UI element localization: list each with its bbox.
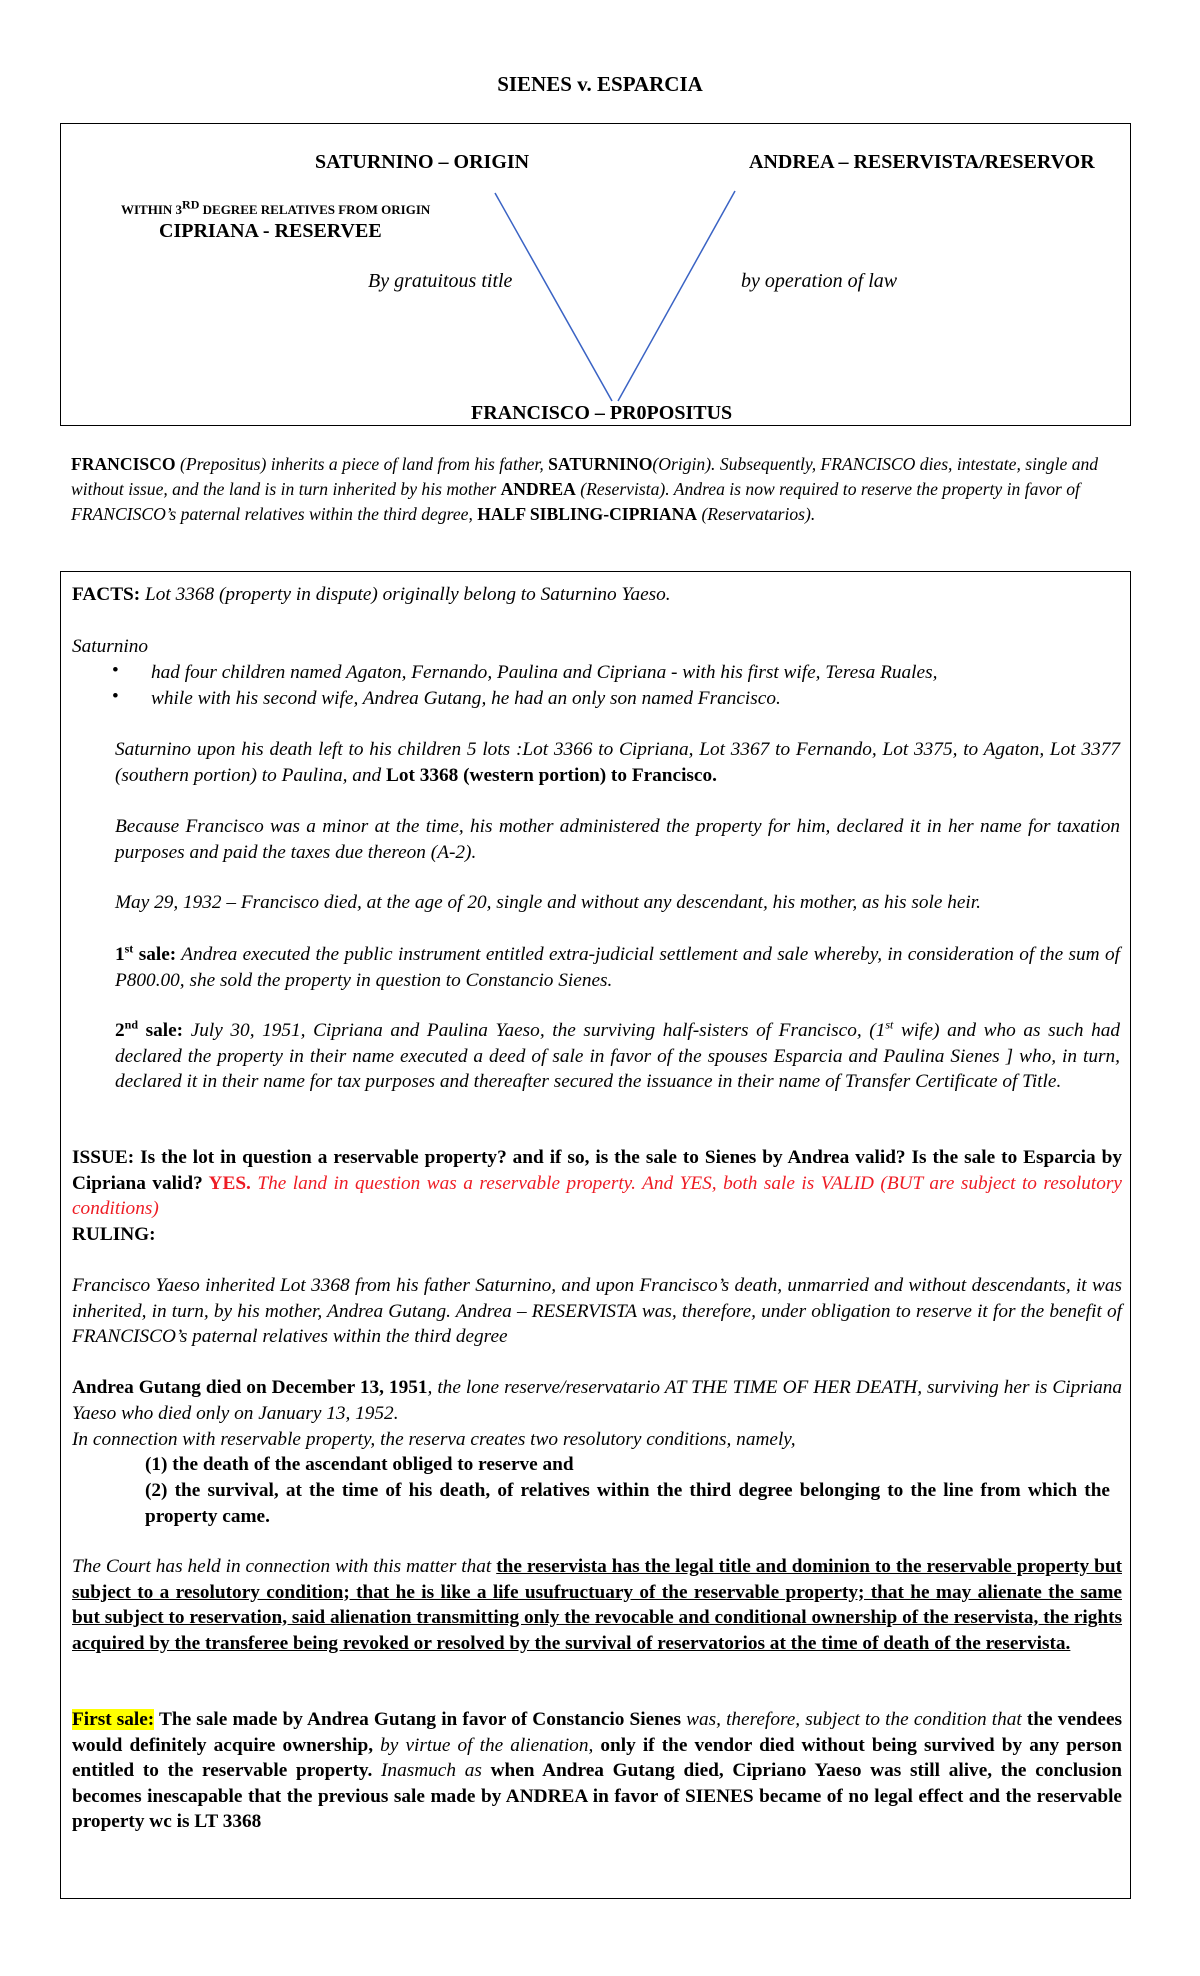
condition-2-text: (2) the survival, at the time of his death, of relatives within the third degree belonging to the line from which the property came. [145,1480,1110,1527]
issue-answer: The land in question was a reservable property. And YES, both sale is VALID (BUT are subject to resolutory conditions) [72,1172,1122,1219]
origin-label: SATURNINO – ORIGIN [315,151,530,173]
first-sale-italic-2: by virtue of the alienation, [373,1734,594,1756]
first-sale-italic-1: was, therefore, subject to the condition that [686,1709,1022,1730]
first-sale-paragraph [115,942,1120,993]
andrea-death-rest: , the lone reserve/reservatario AT THE TIME OF HER DEATH, surviving her is Cipriana Yaeso who died only on January 13, 1952. [72,1377,1122,1424]
second-sale-text-sup: st [885,1017,894,1032]
ruling-heading [72,1222,1122,1248]
summary-andrea: ANDREA [500,479,576,499]
saturnino-heading: Saturnino [72,636,149,657]
within-degree-label [121,197,431,218]
bullet-icon: • [112,660,119,681]
reservee-label: CIPRIANA - RESERVEE [159,220,382,242]
lots-text: Saturnino upon his death left to his children 5 lots :Lot 3366 to Cipriana, Lot 3367 to Fernando, Lot 3375, to Agaton, Lot 3377 (southern portion) to Paulina, and [115,739,1120,786]
bullet-icon: • [112,686,119,707]
issue-question: ISSUE: Is the lot in question a reservable property? and if so, is the sale to Sienes by Andrea valid? Is the sale to Esparcia by Cipriana valid? [72,1147,1122,1194]
ruling-label: RULING: [72,1224,156,1245]
facts-label: FACTS: [72,584,141,605]
first-sale-highlight: First sale: [72,1709,155,1730]
second-sale-label: sale: [138,1020,184,1041]
bullet-item: while with his second wife, Andrea Gutang, he had an only son named Francisco. [151,688,781,709]
second-sale-text-rest: wife) and who as such had declared the property in their name executed a deed of sale in favor of the spouses Esparcia and Paulina Sienes ] who, in turn, declared it in their name for tax purposes and thereafter secured the issuance in their name of Transfer Certificate of Title. [115,1020,1120,1092]
court-held-bold: the reservista has the legal title and dominion to the reservable property but subject to a resolutory condition; that he is like a life usufructuary of the reservable property; that he may alienate the same but subject to reservation, said alienation transmitting only the revocable and conditional ownership of the reservista, the rights acquired by the transferee being revoked or resolved by the survival of reservatorios at the time of death of the reservista. [72,1556,1122,1654]
first-sale-bold-3: only if the vendor died without being survived by any person entitled to the reservable property. [72,1734,1122,1781]
summary-half-sibling: HALF SIBLING-CIPRIANA [477,504,698,524]
case-digest-box [60,571,1131,1899]
second-sale-text: July 30, 1951, Cipriana and Paulina Yaeso, the surviving half-sisters of Francisco, (1 [183,1020,886,1041]
within-degree-text: WITHIN 3 [121,202,183,217]
first-sale-sup: st [124,941,134,956]
court-held-text: The Court has held in connection with this matter that [72,1556,497,1577]
ruling-paragraph-1: Francisco Yaeso inherited Lot 3368 from his father Saturnino, and upon Francisco’s death, unmarried and without descendants, it was inherited, in turn, by his mother, Andrea Gutang. Andrea – RESERVISTA was, therefore, under obligation to reserve it for the benefit of FRANCISCO’s paternal relatives within the third degree [72,1275,1122,1347]
summary-francisco: FRANCISCO [71,454,176,474]
condition-2 [145,1478,1110,1529]
prepositus-label: FRANCISCO – PR0POSITUS [471,402,733,424]
origin-line [495,193,612,401]
andrea-death-bold: Andrea Gutang died on December 13, 1951 [72,1377,428,1398]
second-sale-num: 2 [115,1020,125,1041]
second-sale-sup: nd [124,1017,138,1032]
first-sale-num: 1 [115,944,125,965]
death-paragraph: May 29, 1932 – Francisco died, at the age of 20, single and without any descendant, his mother, as his sole heir. [115,892,981,913]
first-sale-ruling-paragraph [72,1707,1122,1835]
reserva-diagram [60,123,1131,426]
summary-text-4: (Reservatarios). [697,504,816,524]
condition-1 [145,1452,1095,1478]
reservista-label: ANDREA – RESERVISTA/RESERVOR [749,151,1095,173]
first-sale-italic-3: Inasmuch as [372,1760,482,1781]
first-sale-text: Andrea executed the public instrument entitled extra-judicial settlement and sale whereby, in consideration of the sum of P800.00, she sold the property in question to Constancio Sienes. [115,944,1120,991]
ruling-paragraph-4 [72,1554,1122,1656]
condition-1-text: (1) the death of the ascendant obliged to reserve and [145,1454,574,1475]
first-sale-label: sale: [133,944,177,965]
first-sale-bold-2: the vendees would definitely acquire ownership, [72,1709,1123,1756]
summary-paragraph [71,452,1123,527]
within-degree-sup: RD [182,197,200,212]
second-sale-paragraph [115,1018,1120,1095]
gratuitous-title-label: By gratuitous title [368,270,513,292]
ruling-paragraph-2 [72,1375,1122,1426]
issue-paragraph [72,1145,1122,1222]
summary-text-3: (Reservista). Andrea is now required to reserve the property in favor of FRANCISCO’s paternal relatives within the third degree, [71,479,1080,524]
within-degree-text-rest: DEGREE RELATIVES FROM ORIGIN [199,202,431,217]
first-sale-bold-1: The sale made by Andrea Gutang in favor of Constancio Sienes [154,1709,687,1730]
lots-paragraph [115,737,1120,788]
minor-paragraph: Because Francisco was a minor at the time, his mother administered the property for him, declared it in her name for taxation purposes and paid the taxes due thereon (A-2). [115,816,1120,863]
summary-text-1: (Prepositus) inherits a piece of land from his father, [175,454,549,474]
facts-intro: Lot 3368 (property in dispute) originally belong to Saturnino Yaeso. [140,584,671,605]
lots-bold: Lot 3368 (western portion) to Francisco. [386,764,717,786]
summary-text-2: (Origin). Subsequently, FRANCISCO dies, intestate, single and without issue, and the land is in turn inherited by his mother [71,454,1099,499]
reservista-line [618,191,735,401]
issue-yes: YES. [202,1172,251,1194]
summary-saturnino: SATURNINO [548,454,653,474]
operation-of-law-label: by operation of law [741,270,898,292]
ruling-paragraph-3: In connection with reservable property, the reserva creates two resolutory conditions, namely, [72,1429,796,1450]
first-sale-bold-4: when Andrea Gutang died, Cipriano Yaeso was still alive, the conclusion becomes inescapable that the previous sale made by ANDREA in favor of SIENES became of no legal effect and the reservable property wc is LT 3368 [72,1760,1122,1832]
page-title: SIENES v. ESPARCIA [497,72,703,96]
bullet-item: had four children named Agaton, Fernando, Paulina and Cipriana - with his first wife, Teresa Ruales, [151,662,938,683]
facts-heading [72,582,1122,608]
